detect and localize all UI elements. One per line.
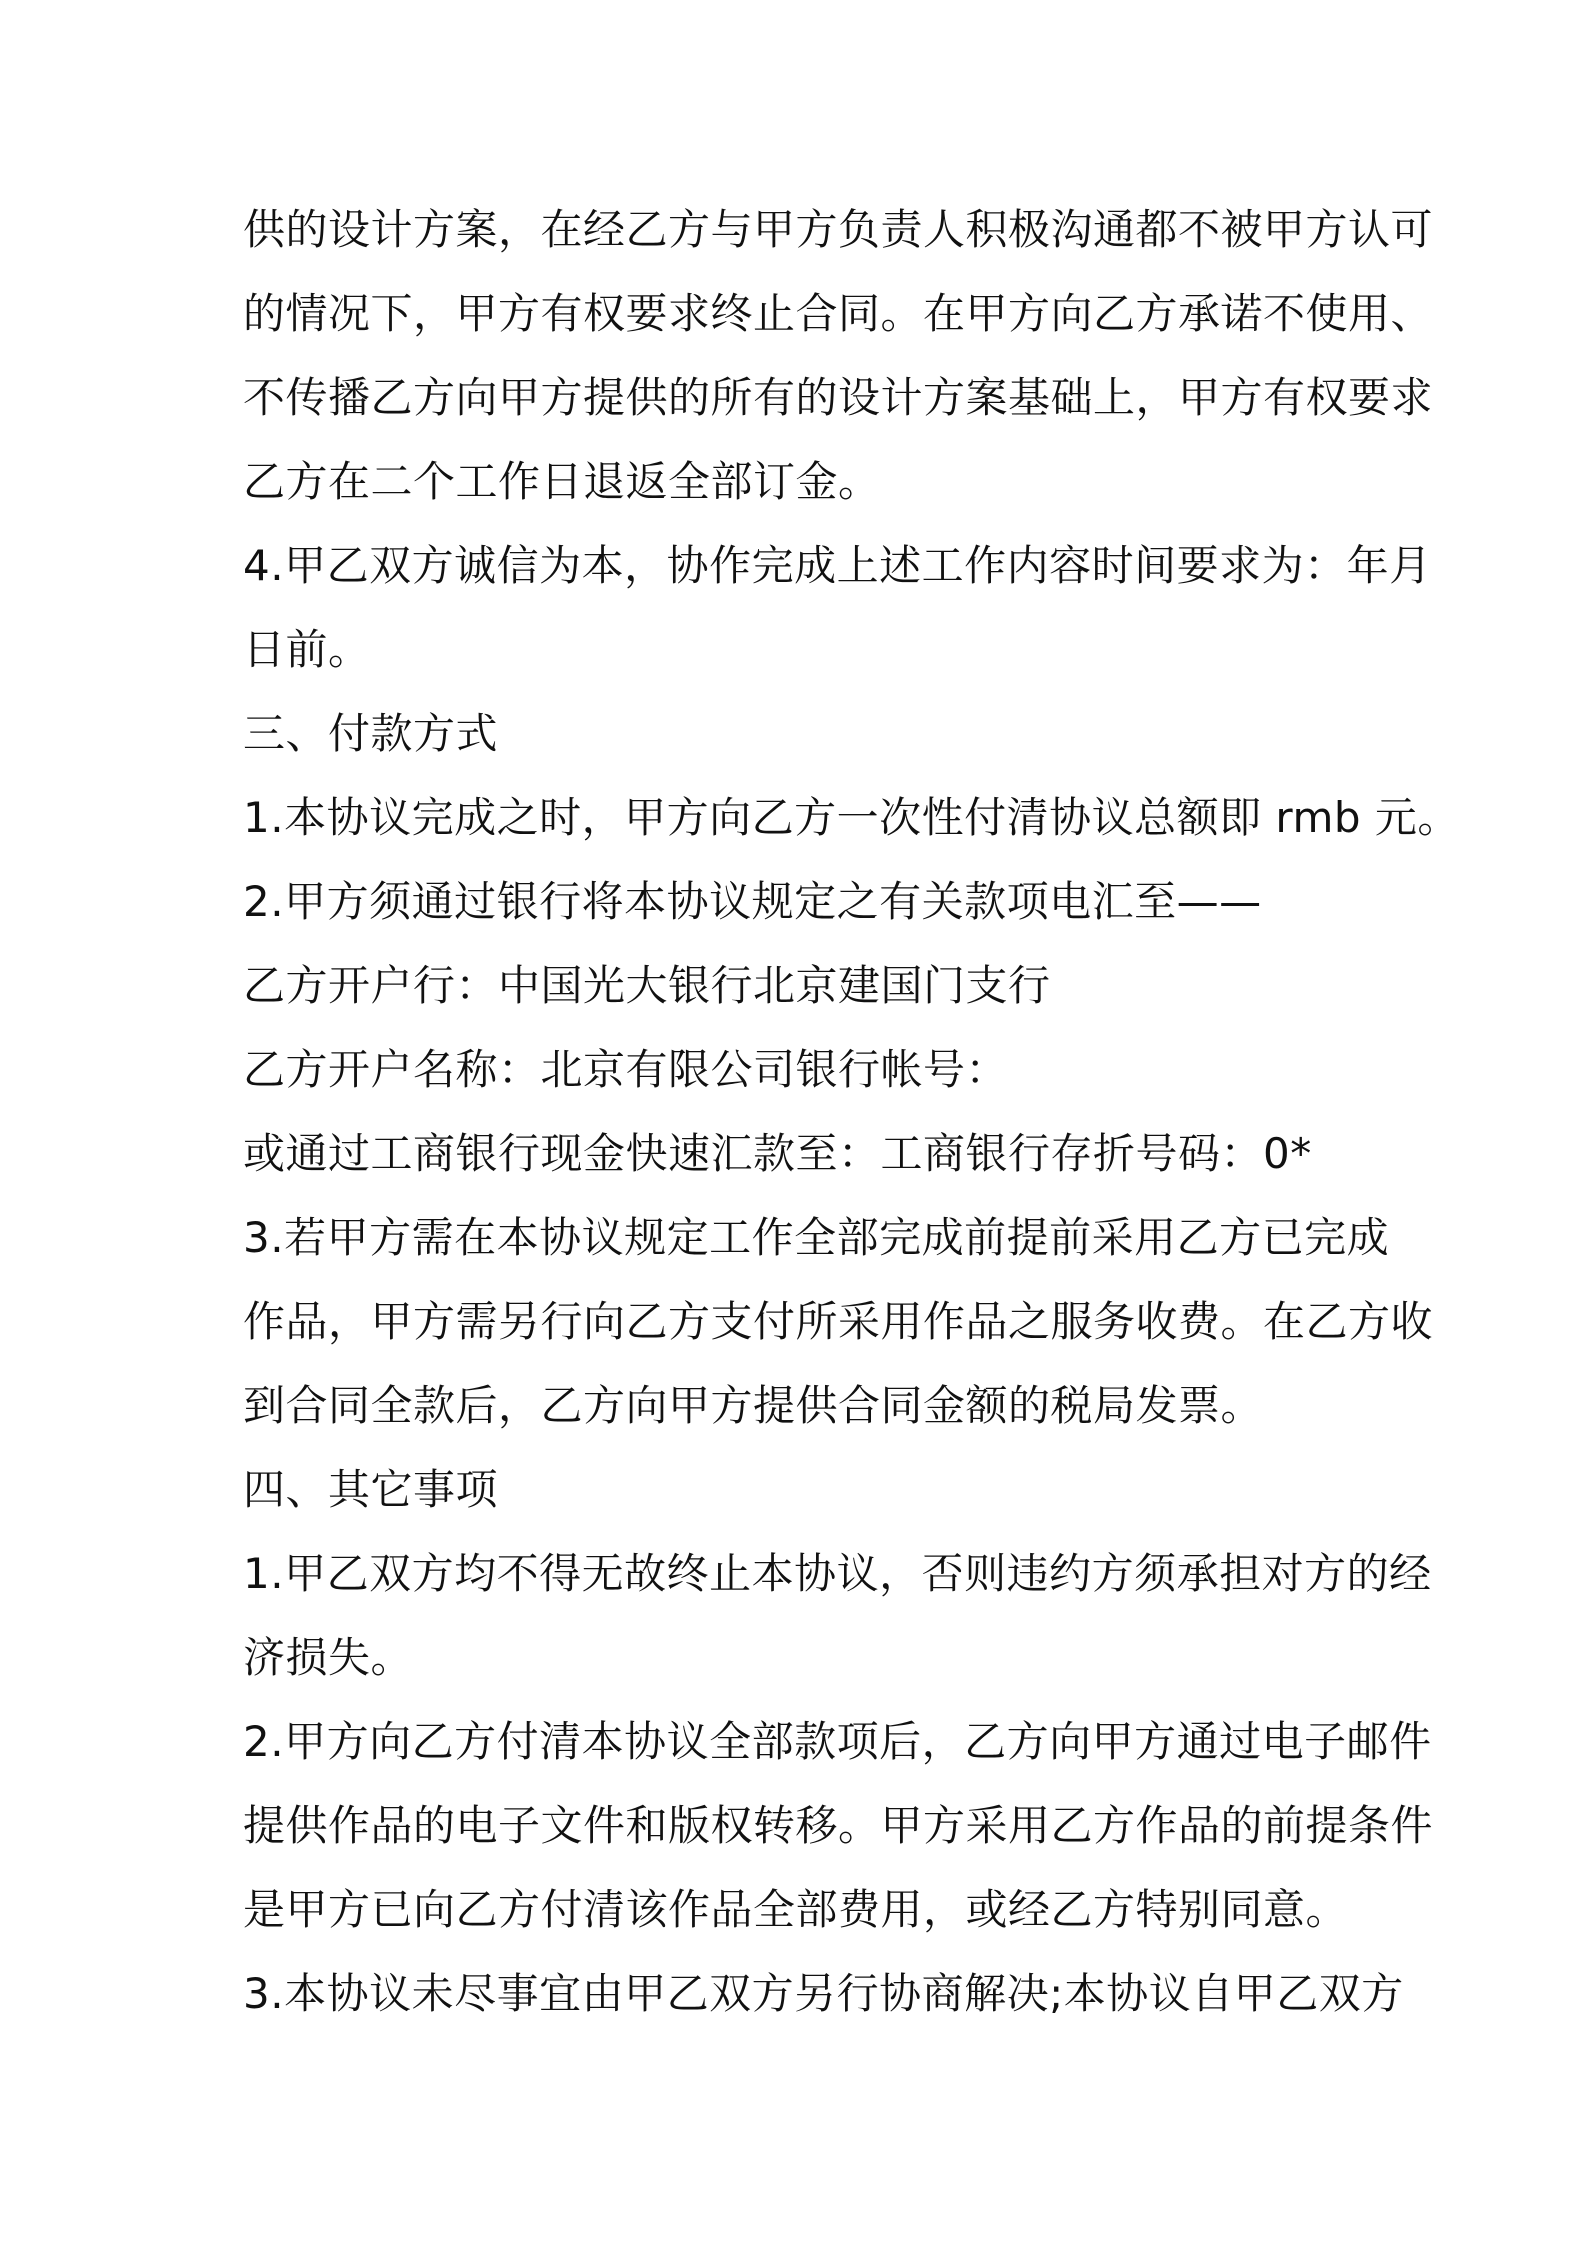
text-line: 乙方在二个工作日退返全部订金。 <box>243 457 881 506</box>
text-line: 3.本协议未尽事宜由甲乙双方另行协商解决;本协议自甲乙双方 <box>243 1969 1404 2018</box>
text-line: 1.甲乙双方均不得无故终止本协议，否则违约方须承担对方的经 <box>243 1549 1432 1598</box>
text-line: 3.若甲方需在本协议规定工作全部完成前提前采用乙方已完成 <box>243 1213 1390 1262</box>
text-line: 供的设计方案，在经乙方与甲方负责人积极沟通都不被甲方认可 <box>243 205 1434 254</box>
text-line: 2.甲方向乙方付清本协议全部款项后，乙方向甲方通过电子邮件 <box>243 1717 1432 1766</box>
document-body <box>243 188 1460 2036</box>
text-line: 1.本协议完成之时，甲方向乙方一次性付清协议总额即 rmb 元。 <box>243 793 1460 842</box>
text-line: 或通过工商银行现金快速汇款至：工商银行存折号码：0* <box>243 1129 1312 1178</box>
text-line: 提供作品的电子文件和版权转移。甲方采用乙方作品的前提条件 <box>243 1801 1434 1850</box>
text-line: 4.甲乙双方诚信为本，协作完成上述工作内容时间要求为：年月 <box>243 541 1432 590</box>
section-heading: 三、付款方式 <box>243 709 499 758</box>
text-line: 的情况下，甲方有权要求终止合同。在甲方向乙方承诺不使用、 <box>243 289 1434 338</box>
text-line: 不传播乙方向甲方提供的所有的设计方案基础上，甲方有权要求 <box>243 373 1434 422</box>
text-line: 日前。 <box>243 625 371 674</box>
text-line: 乙方开户行：中国光大银行北京建国门支行 <box>243 961 1051 1010</box>
text-line: 2.甲方须通过银行将本协议规定之有关款项电汇至—— <box>243 877 1262 926</box>
section-heading: 四、其它事项 <box>243 1465 499 1514</box>
text-line: 是甲方已向乙方付清该作品全部费用，或经乙方特别同意。 <box>243 1885 1349 1934</box>
text-line: 作品，甲方需另行向乙方支付所采用作品之服务收费。在乙方收 <box>243 1297 1434 1346</box>
text-line: 乙方开户名称：北京有限公司银行帐号： <box>243 1045 1009 1094</box>
text-line: 到合同全款后，乙方向甲方提供合同金额的税局发票。 <box>243 1381 1264 1430</box>
text-line: 济损失。 <box>243 1633 414 1682</box>
